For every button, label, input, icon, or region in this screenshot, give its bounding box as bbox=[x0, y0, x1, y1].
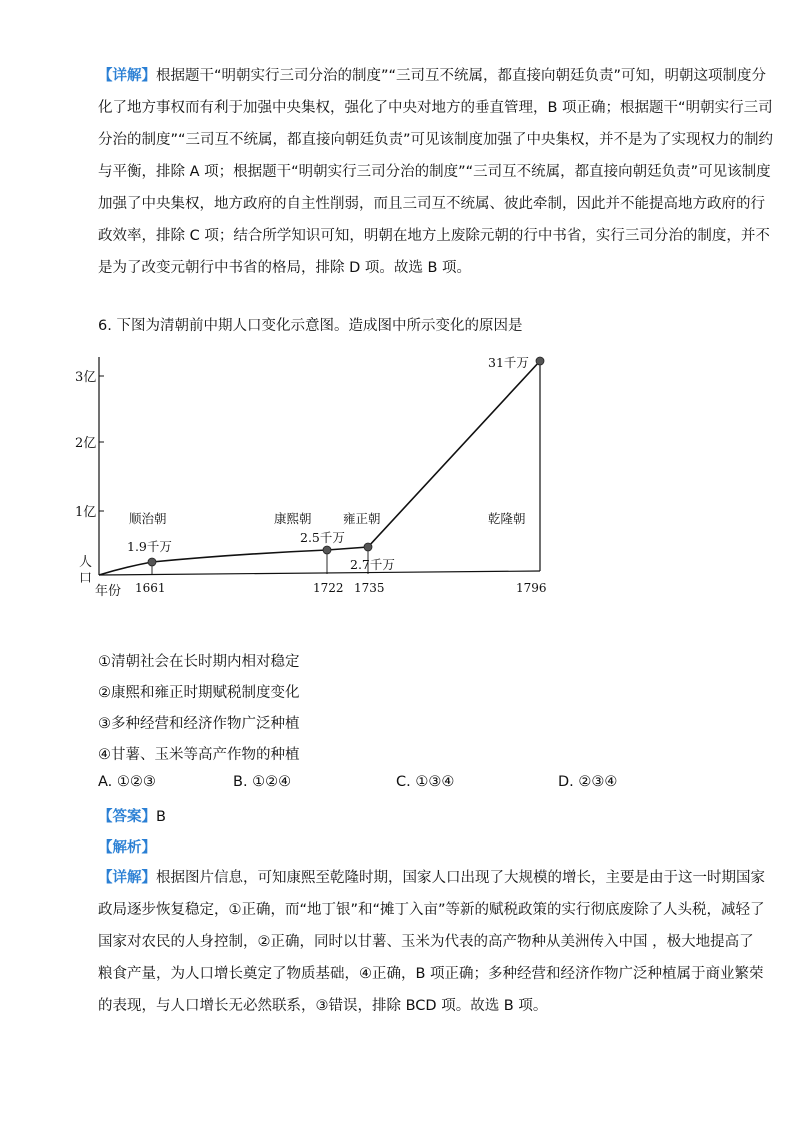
point-label: 2.5千万 bbox=[300, 530, 345, 545]
y-tick-label: 1亿 bbox=[75, 505, 97, 520]
statement-3: ③多种经营和经济作物广泛种植 bbox=[98, 716, 300, 732]
x-tick-label: 1796 bbox=[516, 581, 547, 595]
era-label: 康熙朝 bbox=[274, 511, 312, 526]
detail-line: 【详解】根据题干“明朝实行三司分治的制度”“三司互不统属，都直接向朝廷负责”可知，明朝这项制度分 bbox=[98, 68, 767, 84]
detail-line: 的表现，与人口增长无必然联系，③错误，排除 BCD 项。故选 B 项。 bbox=[98, 998, 548, 1014]
statement-2: ②康熙和雍正时期赋税制度变化 bbox=[98, 685, 300, 701]
detail-line: 化了地方事权而有利于加强中央集权，强化了中央对地方的垂直管理，B 项正确；根据题干“明朝实行三司 bbox=[98, 100, 773, 116]
choice-c[interactable]: C. ①③④ bbox=[396, 774, 455, 790]
data-point bbox=[323, 546, 331, 554]
drop-lines bbox=[152, 547, 368, 574]
point-label: 2.7千万 bbox=[350, 557, 395, 572]
y-axis-label: 口 bbox=[79, 571, 93, 586]
detail-line: 粮食产量，为人口增长奠定了物质基础，④正确，B 项正确；多种经营和经济作物广泛种植属于商业繁荣 bbox=[98, 966, 764, 982]
x-tick-label: 1722 bbox=[313, 581, 344, 595]
point-label: 31千万 bbox=[488, 355, 529, 370]
y-axis-label: 人 bbox=[79, 555, 93, 570]
x-tick-label: 1661 bbox=[135, 581, 166, 595]
era-label: 雍正朝 bbox=[343, 511, 381, 526]
detail-paragraph-2 bbox=[98, 862, 765, 1022]
y-tick-label: 3亿 bbox=[75, 370, 97, 385]
detail-line: 【详解】根据图片信息，可知康熙至乾隆时期，国家人口出现了大规模的增长，主要是由于这一时期国家 bbox=[98, 870, 765, 886]
population-chart bbox=[75, 345, 555, 605]
detail-tag: 【详解】 bbox=[98, 870, 156, 886]
answer-tag: 【答案】 bbox=[98, 809, 156, 825]
detail-line: 国家对农民的人身控制，②正确，同时以甘薯、玉米为代表的高产物种从美洲传入中国 ，极大地提高了 bbox=[98, 934, 754, 950]
data-point bbox=[148, 558, 156, 566]
answer-value: B bbox=[156, 809, 166, 825]
baseline bbox=[99, 571, 540, 575]
detail-line: 分治的制度”“三司互不统属，都直接向朝廷负责”可见该制度加强了中央集权，并不是为了实现权力的制约 bbox=[98, 132, 774, 148]
answer-line bbox=[98, 805, 166, 826]
detail-line: 与平衡，排除 A 项；根据题干“明朝实行三司分治的制度”“三司互不统属，都直接向朝廷负责”可见该制度 bbox=[98, 164, 771, 180]
y-ticks bbox=[75, 370, 104, 520]
x-tick-label: 1735 bbox=[354, 581, 385, 595]
choice-d[interactable]: D. ②③④ bbox=[558, 774, 618, 790]
x-axis-label: 年份 bbox=[95, 584, 122, 599]
statement-4: ④甘薯、玉米等高产作物的种植 bbox=[98, 747, 300, 763]
y-tick-label: 2亿 bbox=[75, 436, 97, 451]
data-points bbox=[148, 357, 544, 566]
era-label: 乾隆朝 bbox=[488, 511, 526, 526]
detail-line: 政局逐步恢复稳定，①正确，而“地丁银”和“摊丁入亩”等新的赋税政策的实行彻底废除了人头税，减轻了 bbox=[98, 902, 765, 918]
analysis-tag: 【解析】 bbox=[98, 840, 156, 856]
detail-tag: 【详解】 bbox=[98, 68, 156, 84]
detail-line: 是为了改变元朝行中书省的格局，排除 D 项。故选 B 项。 bbox=[98, 260, 472, 276]
question-text: 6. 下图为清朝前中期人口变化示意图。造成图中所示变化的原因是 bbox=[98, 318, 523, 334]
detail-line: 加强了中央集权，地方政府的自主性削弱，而且三司互不统属、彼此牵制，因此并不能提高地方政府的行 bbox=[98, 196, 765, 212]
era-label: 顺治朝 bbox=[129, 511, 167, 526]
choice-a[interactable]: A. ①②③ bbox=[98, 774, 156, 790]
data-point bbox=[536, 357, 544, 365]
data-point bbox=[364, 543, 372, 551]
point-label: 1.9千万 bbox=[127, 539, 172, 554]
detail-paragraph-1 bbox=[98, 60, 774, 284]
statement-1: ①清朝社会在长时期内相对稳定 bbox=[98, 654, 300, 670]
choice-b[interactable]: B. ①②④ bbox=[233, 774, 292, 790]
detail-line: 政效率，排除 C 项；结合所学知识可知，明朝在地方上废除元朝的行中书省，实行三司分治的制度，并不 bbox=[98, 228, 770, 244]
